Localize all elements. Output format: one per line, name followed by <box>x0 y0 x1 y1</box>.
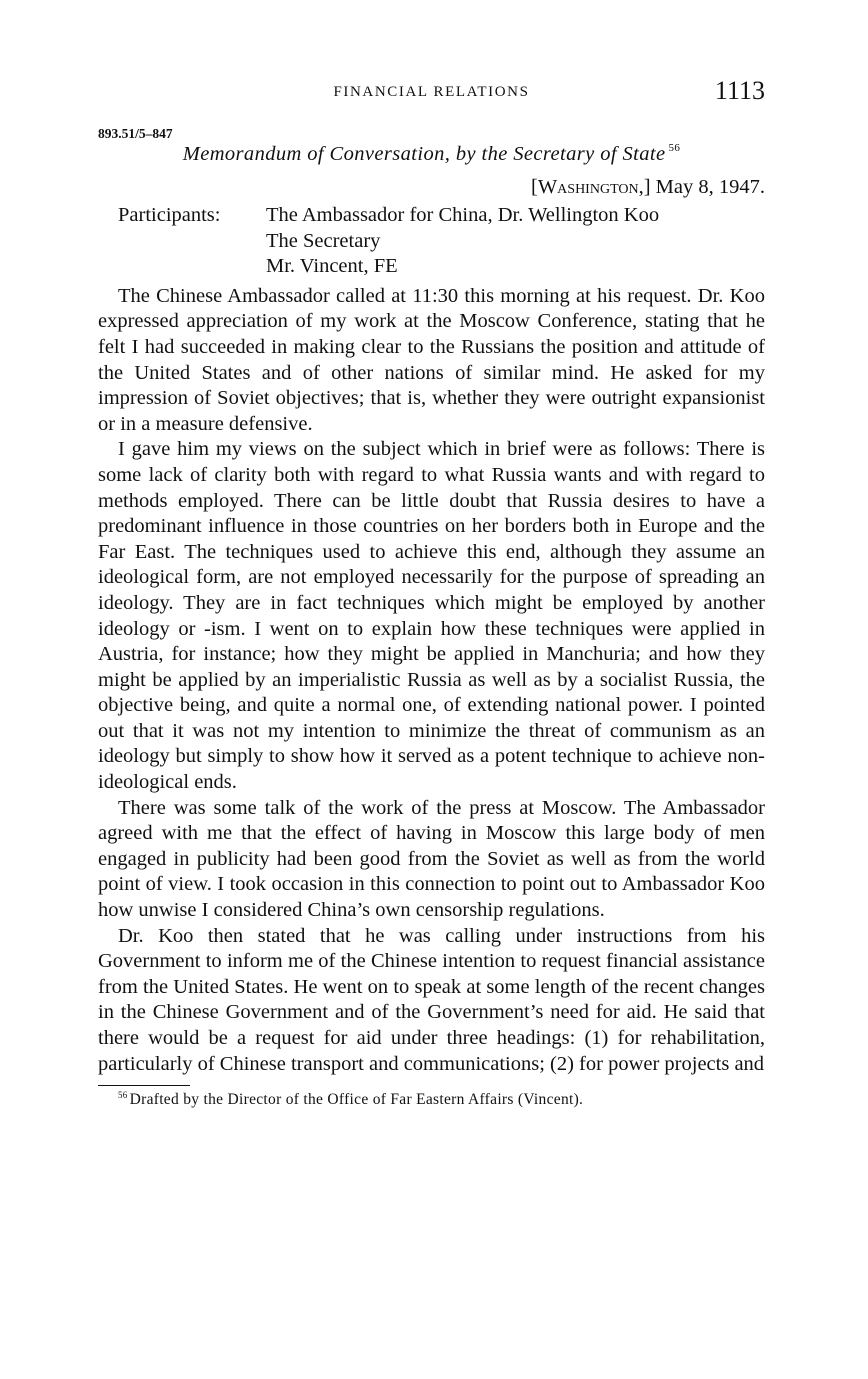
dateline <box>98 176 765 199</box>
dateline-place: [Washington,] <box>531 176 651 198</box>
participant-name: The Ambassador for China, Dr. Wellington Koo <box>266 204 660 226</box>
footnote-number: 56 <box>118 1090 128 1101</box>
page-header <box>98 76 765 116</box>
footnote-text: Drafted by the Director of the Office of Far Eastern Affairs (Vincent). <box>129 1091 584 1109</box>
dateline-date: May 8, 1947. <box>655 176 765 198</box>
participants-block <box>98 203 765 280</box>
footnote-rule <box>98 1085 190 1086</box>
running-title: FINANCIAL RELATIONS <box>333 84 530 100</box>
title-footnote-ref: 56 <box>668 142 681 154</box>
body-paragraph: The Chinese Ambassador called at 11:30 this morning at his request. Dr. Koo expressed appreciation of my work at the Moscow Conference, stating that he felt I had succeeded in making clear to the Russians the position and attitude of the United States and of other nations of similar mind. He asked for my impression of Soviet objectives; that is, whether they were outright expansionist or in a measure defensive. <box>98 284 765 435</box>
document-title <box>98 142 765 166</box>
page-number: 1113 <box>714 76 765 105</box>
document-title-text: Memorandum of Conversation, by the Secretary of State <box>182 143 666 165</box>
body-paragraph: Dr. Koo then stated that he was calling under instructions from his Government to inform me of the Chinese intention to request financial assistance from the United States. He went on to speak at some length of the recent changes in the Chinese Government and of the Government’s need for aid. He said that there would be a request for aid under three headings: (1) for rehabilitation, particularly of Chinese transport and communications; (2) for power projects and <box>98 924 765 1075</box>
footnote <box>98 1090 765 1109</box>
participants-label: Participants: <box>118 204 221 226</box>
body-paragraph: I gave him my views on the subject which in brief were as follows: There is some lack of clarity both with regard to what Russia wants and with regard to methods employed. There can be little doubt that Russia desires to have a predominant influence in those countries on her borders both in Europe and the Far East. The techniques used to achieve this end, although they assume an ideological form, are not employed necessarily for the purpose of spreading an ideology. They are in fact techniques which might be employed by another ideology or -ism. I went on to explain how these techniques were applied in Austria, for instance; how they might be applied in Manchuria; and how they might be applied by an imperialistic Russia as well as by a socialist Russia, the objective being, and quite a normal one, of extending national power. I pointed out that it was not my intention to minimize the threat of communism as an ideology but simply to show how it served as a potent technique to achieve non-ideological ends. <box>98 438 765 794</box>
participant-name: Mr. Vincent, FE <box>266 255 398 278</box>
participant-name: The Secretary <box>266 229 381 252</box>
body-paragraph: There was some talk of the work of the press at Moscow. The Ambassador agreed with me that the effect of having in Moscow this large body of men engaged in publicity had been good from the Soviet as well as from the world point of view. I took occasion in this connection to point out to Ambassador Koo how unwise I considered China’s own censorship regulations. <box>98 796 765 922</box>
file-number: 893.51/5–847 <box>98 126 173 141</box>
document-page <box>98 76 765 1109</box>
participants-list <box>266 203 659 280</box>
